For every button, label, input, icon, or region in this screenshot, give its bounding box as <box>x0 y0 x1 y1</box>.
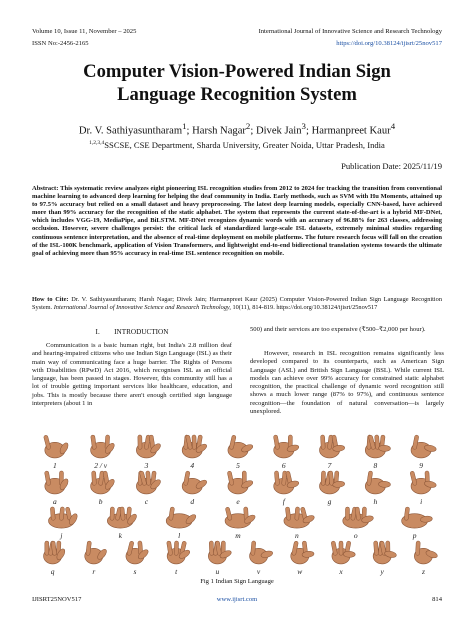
hand-sign-g <box>319 471 345 494</box>
how-to-cite <box>32 296 442 312</box>
sign-label: u <box>215 567 220 576</box>
sign-label: w <box>297 567 303 576</box>
sign-label: i <box>420 497 423 506</box>
hand-sign-o <box>343 507 374 528</box>
hand-sign-n <box>284 507 315 528</box>
author-list: Dr. V. Sathiyasuntharam$^1$; Harsh Nagar$^2$; Divek Jain$^3$; Harmanpreet Kaur$^4$ <box>78 121 396 137</box>
issn: ISSN No:-2456-2165 <box>32 40 89 47</box>
author-sup: 3 <box>301 121 306 131</box>
author-sup: 2 <box>245 121 251 131</box>
sign-label: 4 <box>190 461 195 470</box>
figure-caption: Fig 1 Indian Sign Language <box>200 578 274 585</box>
how-to-cite-text: Dr. V. Sathiyasuntharam; Harsh Nagar; Divek Jain; Harmanpreet Kaur (2025) Computer Vision-Powered Indian Sign Language Recognition System. <box>32 296 442 311</box>
sign-label: f <box>282 497 285 506</box>
sign-label: 1 <box>53 461 57 470</box>
author-name: Harmanpreet Kaur <box>311 125 391 137</box>
sign-label: l <box>178 531 181 540</box>
hand-sign-p <box>402 507 433 528</box>
footer-page-number: 814 <box>432 596 442 603</box>
abstract-text: This systematic review analyzes eight pioneering ISL recognition studies from 2012 to 2024 for tracking the transition from conventional machine learning to advanced deep learning for helping the deaf community in India. Early methods, such as SVM with Hu Moments, attained up to 97.5% accuracy but relied on a small dataset and heavy preprocessing. The latest deep learning models, especially CNN-based, have achieved more than 99% accuracy for the recognition of the static alphabet. The system that represents the current state-of-the-art is a hybrid MF-DNet, which includes VGG-19, MediaPipe, and BiLSTM. MF-DNet recognizes dynamic words with an accuracy of 96.88% for 263 classes, addressing occlusion. However, severe challenges persist: the critical lack of standardized large-scale ISL datasets, extremely minimal studies regarding continuous sentence interpretation, and the absence of real-time deployment on mobile platforms. The future research focus will fall on the creation of the ISL-100K benchmark, application of Vision Transformers, and lightweight end-to-end bidirectional translation systems towards the ultimate goal of achieving more than 95% accuracy in real-time ISL sentence recognition on mobile. <box>32 185 443 257</box>
sign-label: k <box>118 531 122 540</box>
author-name: Harsh Nagar <box>192 125 246 137</box>
footer-website-link[interactable]: www.ijisrt.com <box>216 596 258 603</box>
sign-label: p <box>412 531 417 540</box>
author-sup: 1 <box>182 121 187 131</box>
sign-label: o <box>353 531 358 540</box>
sign-label: 7 <box>327 461 332 470</box>
hand-sign-5 <box>228 435 254 458</box>
author-sup: 4 <box>390 121 396 131</box>
paper-title-line-2: Language Recognition System <box>117 84 357 105</box>
hand-sign-w <box>291 541 315 564</box>
hand-sign-r <box>85 541 108 564</box>
affiliation-sup: 1,2,3,4 <box>89 140 105 147</box>
journal-name: International Journal of Innovative Science and Research Technology <box>258 28 442 35</box>
intro-column-left: Communication is a basic human right, but India's 2.8 million deaf and hearing-impaired citizens who use Indian Sign Language (ISL) as their main way of communicating face a huge barrier. The Rights of Persons with Disabilities (RPwD) Act 2016, which recognises ISL as an official language, has been passed in stages. However, this community still has a lot of trouble getting important services like healthcare, education, and jobs. This is mostly because there aren't enough certified sign language interpreters (about 1 in <box>32 342 232 408</box>
abstract-label: Abstract: <box>32 185 59 192</box>
hand-sign-u <box>208 541 232 564</box>
hand-sign-i <box>410 471 437 494</box>
sign-label: m <box>235 531 241 540</box>
hand-sign-q <box>44 541 67 564</box>
sign-label: q <box>50 567 55 576</box>
hand-sign-y <box>373 541 397 564</box>
hand-signs-illustration <box>32 432 444 577</box>
author-name: Divek Jain <box>255 125 302 137</box>
abstract <box>32 185 442 258</box>
sign-label: 9 <box>419 461 423 470</box>
sign-label: s <box>133 567 137 576</box>
hand-sign-z <box>414 541 438 564</box>
how-to-cite-label: How to Cite: <box>32 296 69 303</box>
section-number: I. <box>95 328 100 336</box>
hand-sign-1 <box>43 435 69 458</box>
sign-label: r <box>92 567 96 576</box>
paper-title-line-1: Computer Vision-Powered Indian Sign <box>83 61 391 82</box>
publication-date: Publication Date: 2025/11/19 <box>341 161 442 171</box>
hand-sign-3 <box>136 435 162 458</box>
affiliation-text: SSCSE, CSE Department, Sharda University, Greater Noida, Uttar Pradesh, India <box>104 140 385 150</box>
hand-sign-h <box>365 471 390 494</box>
hand-sign-l <box>166 507 197 528</box>
sign-label: z <box>421 567 425 576</box>
sign-label: a <box>53 497 57 506</box>
sign-label: b <box>98 497 103 506</box>
sign-label: t <box>175 567 178 576</box>
section-heading <box>32 328 232 336</box>
how-to-cite-tail: 10(11), 814-819. https://doi.org/10.38124/ijisrt/25nov517 <box>232 304 378 311</box>
sign-label: j <box>60 531 63 540</box>
doi-link[interactable]: https://doi.org/10.38124/ijisrt/25nov517 <box>336 40 442 47</box>
footer-article-id: IJISRT25NOV517 <box>32 596 82 603</box>
hand-sign-a <box>44 471 69 494</box>
paper-title <box>0 60 474 106</box>
sign-label: g <box>327 497 332 506</box>
volume-info: Volume 10, Issue 11, November – 2025 <box>32 28 137 35</box>
hand-sign-2v <box>91 435 116 458</box>
sign-label: c <box>144 497 149 506</box>
sign-label: h <box>373 497 378 506</box>
sign-language-figure <box>32 432 444 577</box>
hand-sign-k <box>107 507 138 528</box>
hand-sign-8 <box>365 435 390 458</box>
how-to-cite-journal: International Journal of Innovative Science and Research Technology, <box>53 304 231 311</box>
section-title: INTRODUCTION <box>114 328 169 336</box>
author-name: Dr. V. Sathiyasuntharam <box>78 125 183 137</box>
hand-sign-c <box>136 471 162 494</box>
hand-sign-4 <box>182 435 208 458</box>
hand-sign-b <box>91 471 116 494</box>
affiliation <box>0 140 474 150</box>
hand-sign-d <box>182 471 208 494</box>
hand-sign-e <box>227 471 254 494</box>
hand-sign-x <box>331 541 355 564</box>
sign-label: 3 <box>144 461 149 470</box>
sign-label: 6 <box>281 461 286 470</box>
hand-sign-m <box>225 507 256 528</box>
sign-label: e <box>236 497 240 506</box>
intro-column-right-p1: 500) and their services are too expensive (₹500–₹2,000 per hour). <box>250 326 426 333</box>
hand-sign-j <box>48 507 78 528</box>
hand-sign-t <box>167 541 192 564</box>
sign-label: n <box>294 531 299 540</box>
hand-sign-9 <box>411 435 437 458</box>
hand-sign-s <box>126 541 150 564</box>
sign-label: y <box>380 567 384 576</box>
footer-website <box>0 596 474 603</box>
hand-sign-6 <box>273 435 299 458</box>
sign-label: x <box>339 567 343 576</box>
hand-sign-f <box>274 471 300 494</box>
hand-sign-7 <box>319 435 345 458</box>
sign-label: 8 <box>373 461 378 470</box>
sign-label: 5 <box>236 461 240 470</box>
sign-label: 2 / v <box>94 461 108 470</box>
sign-label: v <box>256 567 261 576</box>
sign-label: d <box>190 497 195 506</box>
intro-column-right-p2: However, research in ISL recognition remains significantly less developed compared to its counterparts, such as American Sign Language (ASL) and British Sign Language (BSL). While current ISL models can achieve over 99% accuracy for constrained static alphabet recognition, the practical challenge of dynamic word recognition still shows a much lower range (87% to 97%), and continuous sentence recognition—the foundation of natural conversation—is largely unexplored. <box>250 350 444 416</box>
hand-sign-v <box>250 541 274 564</box>
